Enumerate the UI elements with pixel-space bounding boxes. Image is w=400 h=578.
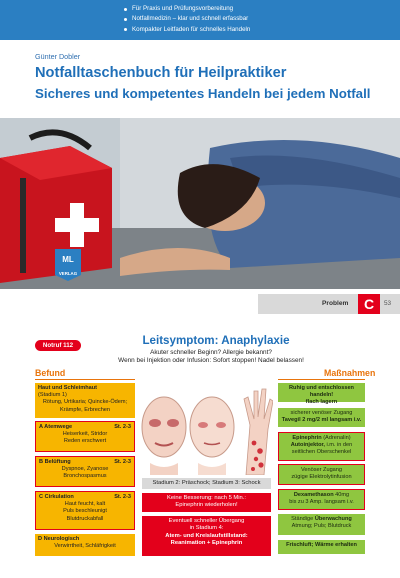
befund-cirkulation-box: C Cirkulation St. 2-3 Haut feucht, kalt Puls beschleunigt Blutdruckabfall <box>35 491 135 530</box>
bullet-icon <box>124 18 127 21</box>
befund-atemwege-box: A Atemwege St. 2-3 Heiserkeit, Stridor Reden erschwert <box>35 421 135 452</box>
leitsymptom-title: Leitsymptom: Anaphylaxie <box>142 334 290 347</box>
stadium4-box: Eventuell schneller Übergang in Stadium 4: Atem- und Kreislaufstillstand: Reanimation + Epinephrin <box>142 516 271 556</box>
leitsymptom-warning: Wenn bei Injektion oder Infusion: Sofort stoppen! Nadel belassen! <box>118 357 304 364</box>
logo-ml-text: ML <box>62 255 74 264</box>
bullet-icon <box>124 8 127 11</box>
befund-neurologisch-box: D Neurologisch Verwirrtheit, Schläfrigkeit <box>35 534 135 556</box>
massnahme-tavegil-box: sicherer venöser Zugang Tavegil 2 mg/2 ml langsam i.v. <box>278 408 365 427</box>
anaphylaxis-faces-illustration <box>140 385 273 475</box>
cover-feature-item: Für Praxis und Prüfungsvorbereitung <box>124 4 250 14</box>
cover-top-band <box>0 0 400 40</box>
leitsymptom-question: Akuter schneller Beginn? Allergie bekannt? <box>150 349 272 356</box>
befund-haut-box: Haut und Schleimhaut (Stadium 1) Rötung, Urtikaria; Quincke-Ödem; Krämpfe, Erbrechen <box>35 383 135 418</box>
stadium-note: Stadium 2: Präschock; Stadium 3: Schock <box>142 478 271 489</box>
keine-besserung-box: Keine Besserung: nach 5 Min.: Epinephrin wiederholen! <box>142 493 271 512</box>
massnahmen-divider <box>278 379 365 380</box>
cover-feature-item: Kompakter Leitfaden für schnelles Handeln <box>124 25 250 35</box>
massnahme-dexamethason-box: Dexamethason 40mg bis zu 3 Amp. langsam i.v. <box>278 489 365 510</box>
massnahme-frischluft-box: Frischluft; Wärme erhalten <box>278 540 365 554</box>
page-number: 53 <box>384 300 392 307</box>
logo-verlag-text: VERLAG <box>58 271 78 276</box>
book-subtitle: Sicheres und kompetentes Handeln bei jedem Notfall <box>35 86 371 101</box>
book-title: Notfalltaschenbuch für Heilpraktiker <box>35 65 287 81</box>
befund-heading: Befund <box>35 368 66 378</box>
cover-feature-list <box>124 4 250 35</box>
cover-feature-item: Notfallmedizin – klar und schnell erfassbar <box>124 14 250 24</box>
pale-face-icon <box>190 397 234 475</box>
befund-divider <box>35 379 135 380</box>
massnahmen-heading: Maßnahmen <box>324 368 376 378</box>
chapter-badge: C <box>358 294 380 314</box>
author-name: Günter Dobler <box>35 52 81 61</box>
befund-belueftung-box: B Belüftung St. 2-3 Dyspnoe, Zyanose Bronchospasmus <box>35 456 135 487</box>
urticaria-arm-icon <box>244 389 273 475</box>
ml-verlag-logo-icon <box>55 249 81 281</box>
notruf-badge: Notruf 112 <box>35 340 81 351</box>
massnahme-lagern-box: Ruhig und entschlossen handeln! flach lagern <box>278 383 365 402</box>
swollen-face-icon <box>142 397 186 475</box>
section-label: Problem <box>322 300 349 307</box>
massnahme-ueberwachung-box: Ständige Überwachung Atmung; Puls; Blutdruck <box>278 514 365 535</box>
bullet-icon <box>124 28 127 31</box>
massnahme-zugang-box: Venöser Zugang zügige Elektrolytinfusion <box>278 464 365 485</box>
massnahme-epinephrin-box: Epinephrin (Adrenalin) Autoinjektor, i.m. in den seitlichen Oberschenkel <box>278 432 365 461</box>
